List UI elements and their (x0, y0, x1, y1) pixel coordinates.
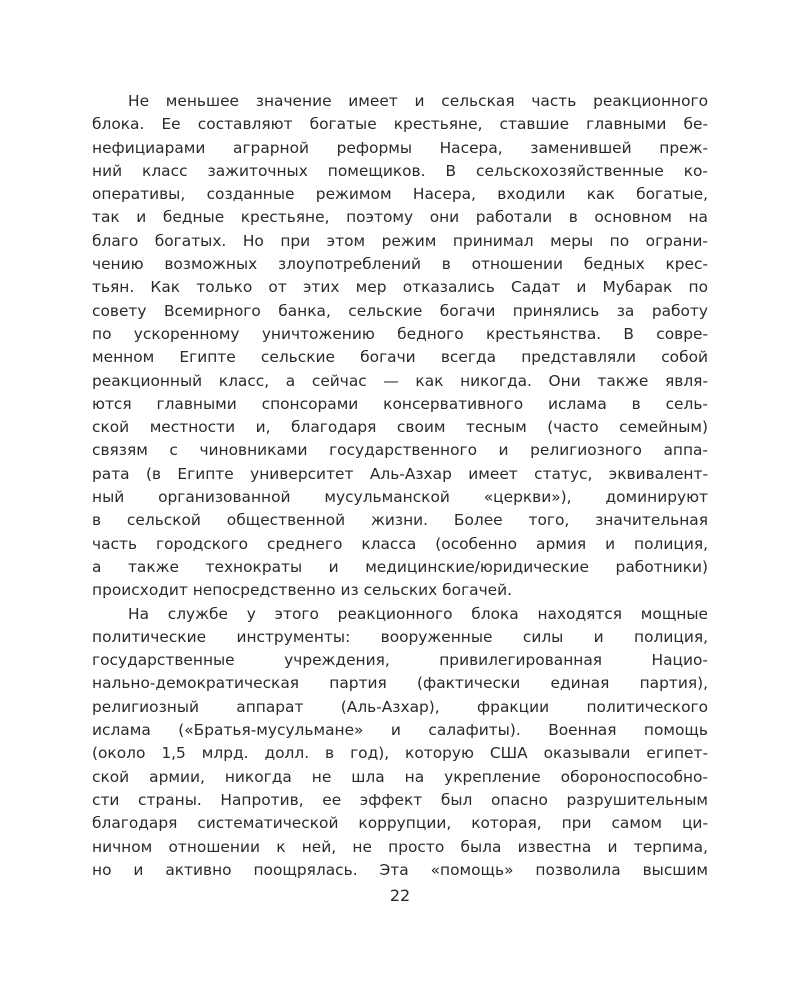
text-line: по ускоренному уничтожению бедного крестьянства. В совре- (92, 324, 708, 343)
text-line: политические инструменты: вооруженные силы и полиция, (92, 627, 708, 646)
text-line: а также технократы и медицинские/юридические работники) (92, 557, 708, 576)
text-line: но и активно поощрялась. Эта «помощь» позволила высшим (92, 860, 708, 879)
text-line: нефициарами аграрной реформы Насера, заменившей преж- (92, 138, 708, 157)
text-line: происходит непосредственно из сельских богачей. (92, 581, 513, 600)
text-line: совету Всемирного банка, сельские богачи принялись за работу (92, 301, 708, 320)
text-line: ются главными спонсорами консервативного ислама в сель- (92, 394, 708, 413)
paragraph-1 (92, 90, 708, 603)
text-line: На службе у этого реакционного блока находятся мощные (128, 604, 708, 623)
text-line: рата (в Египте университет Аль-Азхар имеет статус, эквивалент- (92, 464, 708, 483)
text-line: благодаря систематической коррупции, которая, при самом ци- (92, 814, 708, 833)
paragraph-2 (92, 603, 708, 883)
text-line: блока. Ее составляют богатые крестьяне, ставшие главными бе- (92, 115, 708, 134)
text-line: Не меньшее значение имеет и сельская часть реакционного (128, 92, 708, 110)
text-line: реакционный класс, а сейчас — как никогда. Они также явля- (92, 371, 708, 390)
text-line: ный организованной мусульманской «церкви»), доминируют (92, 488, 708, 507)
text-line: (около 1,5 млрд. долл. в год), которую США оказывали египет- (92, 744, 708, 763)
text-line: связям с чиновниками государственного и религиозного аппа- (92, 441, 708, 460)
text-line: оперативы, созданные режимом Насера, входили как богатые, (92, 185, 708, 204)
text-line: ислама («Братья-мусульмане» и салафиты). Военная помощь (92, 721, 708, 740)
text-line: тьян. Как только от этих мер отказались Садат и Мубарак по (92, 278, 708, 297)
page-body (92, 90, 708, 882)
text-line: ской армии, никогда не шла на укрепление обороноспособно- (92, 767, 708, 786)
text-line: нально-демократическая партия (фактически единая партия), (92, 674, 708, 693)
text-line: ской местности и, благодаря своим тесным (часто семейным) (92, 418, 708, 437)
text-line: так и бедные крестьяне, поэтому они работали в основном на (92, 208, 708, 227)
text-line: часть городского среднего класса (особенно армия и полиция, (92, 534, 708, 553)
text-line: менном Египте сельские богачи всегда представляли собой (92, 348, 708, 367)
page-number: 22 (389, 886, 411, 905)
text-line: в сельской общественной жизни. Более того, значительная (92, 511, 708, 530)
text-line: ничном отношении к ней, не просто была известна и терпима, (92, 837, 708, 856)
text-line: религиозный аппарат (Аль-Азхар), фракции политического (92, 697, 708, 716)
text-line: чению возможных злоупотреблений в отношении бедных крес- (92, 255, 708, 274)
text-line: сти страны. Напротив, ее эффект был опасно разрушительным (92, 790, 708, 809)
text-line: благо богатых. Но при этом режим принимал меры по ограни- (92, 231, 708, 250)
text-line: государственные учреждения, привилегированная Нацио- (92, 651, 708, 670)
text-line: ний класс зажиточных помещиков. В сельскохозяйственные ко- (92, 161, 708, 180)
